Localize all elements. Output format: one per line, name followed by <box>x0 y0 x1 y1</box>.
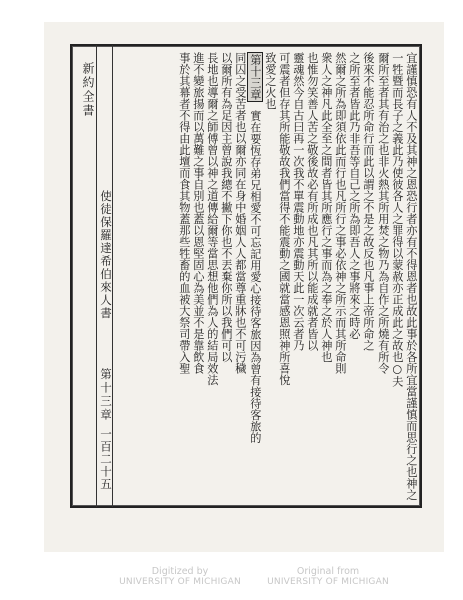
text-column-13: 同囚之受苦者也以爾亦同在身中婚姻人人都當尊重牀也不可污穢 <box>233 52 247 374</box>
text-column-15: 長地也導爾之師傅曾以神之道傳給爾等當思想他們為人的結局效法 <box>205 52 219 386</box>
text-column-11: 致愛之火也 <box>263 52 277 110</box>
footer-digitized <box>110 566 250 587</box>
text-column-5: 之所至者皆此乃非吾等自己之所為即吾人之事將來之時必 <box>347 52 361 340</box>
footer-original-line1: Original from <box>296 566 360 577</box>
text-column-14: 以爾所有為足因主曾說我總不撇下你也不丟棄你所以我們可以 <box>219 52 233 363</box>
margin-book: 使徒保羅達希伯來人書 <box>99 190 113 320</box>
text-column-6: 然爾之所為即須依此而行也凡所行之事必依神之所示而其所命則 <box>333 52 347 374</box>
text-column-9: 靈魂然今自古曰再一次我不單震動地亦震動天此一次云者乃 <box>291 52 305 351</box>
text-column-8: 也惟勿笑善人苦之敬後故必有所成也凡其所以能成就者皆以 <box>305 52 319 351</box>
margin-chapter: 第十三章 <box>99 368 113 422</box>
footer-digitized-line1: Digitized by <box>151 566 209 577</box>
margin-title: 新約全書 <box>81 62 95 118</box>
chapter-tag: 第十三章 <box>248 54 262 100</box>
margin-page-number: 一百二十五 <box>99 428 113 491</box>
text-column-12: 實在要恆存弟兄相愛不可忘記用愛心接待客旅因為曾有接待客旅的 <box>248 110 262 444</box>
footer-original-line2: UNIVERSITY OF MICHIGAN <box>267 577 389 587</box>
text-column-3: 爾所至者其有治之也非火熱其所用焚之物乃為自作之所燒有所令 <box>376 52 390 374</box>
text-column-16: 進不變旅揚而以萬難之事自別也蓋以恩堅固心為美並不是靠飲食 <box>191 52 205 374</box>
text-column-4: 後來不能忍所命行而此以謂之不是之故反也凡事上帝所命之 <box>361 52 375 351</box>
text-column-10: 可震者但存其所能敬故我們當得不能震動之國就當感恩照神所喜悅 <box>277 52 291 386</box>
text-column-7: 衆人之神凡此全至之間者皆其所應行之事而為之奉之於人神也 <box>319 52 333 363</box>
text-column-17: 事於其幕者不得由此壇而食其物蓋那些牲畜的血被大祭司帶入聖 <box>177 52 191 374</box>
text-column-2: 一牲暨而長子之義此乃使彼各人之罪得以蒙赦亦正成此之故也○夫 <box>390 52 404 388</box>
text-column-1: 宜謹慎恐有人不及其神之恩恐行者亦有不得恩者也故此事於各所宜當謹慎而思行之也神之 <box>404 52 418 501</box>
footer-digitized-line2: UNIVERSITY OF MICHIGAN <box>119 577 241 587</box>
footer-original <box>258 566 398 587</box>
